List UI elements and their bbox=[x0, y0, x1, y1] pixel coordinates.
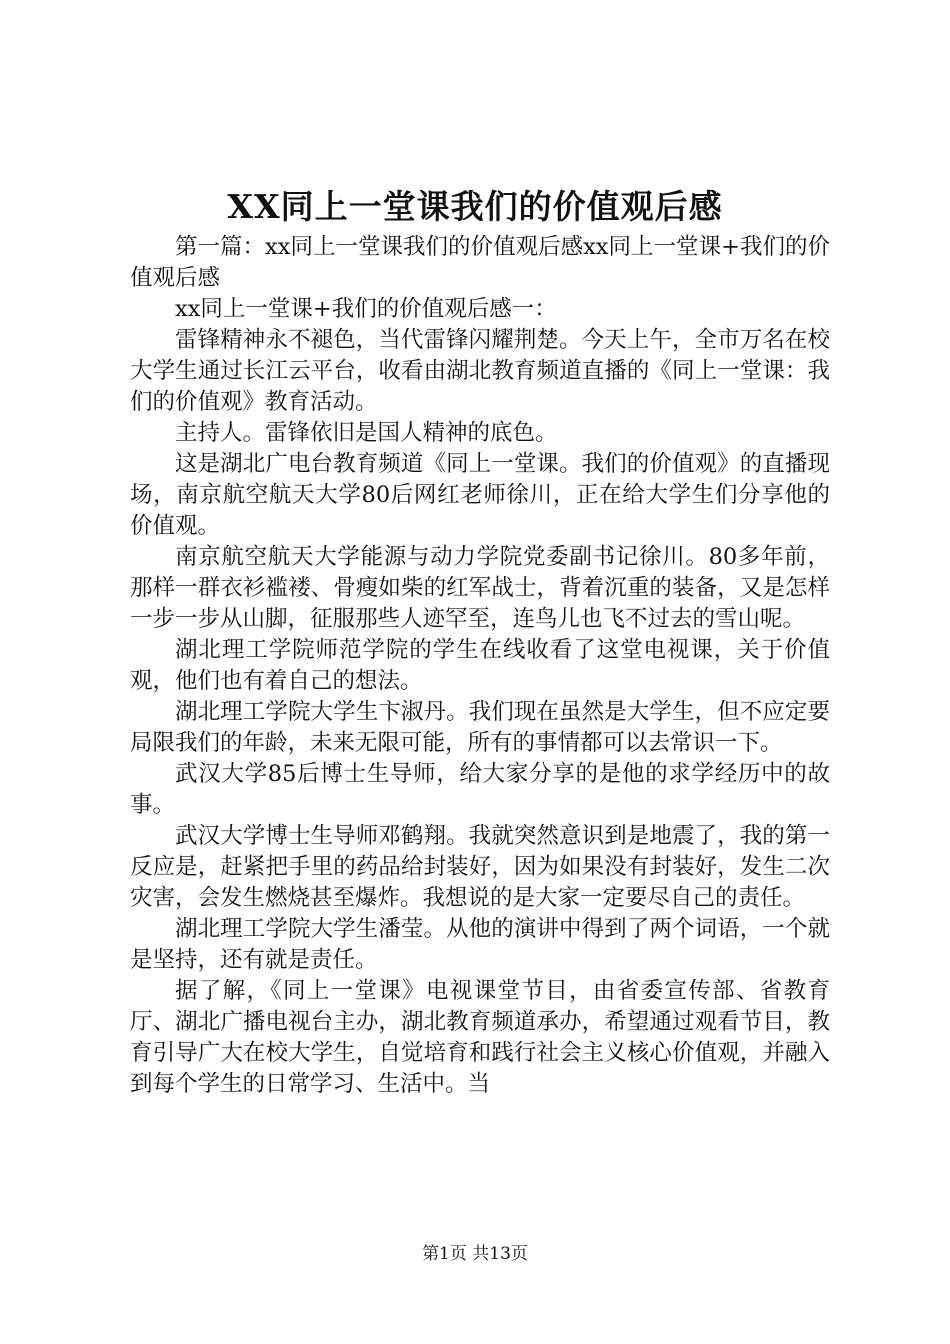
paragraph: 湖北理工学院大学生潘莹。从他的演讲中得到了两个词语，一个就是坚持，还有就是责任。 bbox=[130, 916, 830, 973]
paragraph: 湖北理工学院师范学院的学生在线收看了这堂电视课，关于价值观，他们也有着自己的想法。 bbox=[130, 637, 830, 694]
page-footer: 第1页 共13页 bbox=[422, 1244, 528, 1264]
paragraph: 第一篇：xx同上一堂课我们的价值观后感xx同上一堂课+我们的价值观后感 bbox=[130, 234, 830, 291]
document-title: XX同上一堂课我们的价值观后感 bbox=[227, 187, 723, 226]
paragraph: 雷锋精神永不褪色，当代雷锋闪耀荆楚。今天上午，全市万名在校大学生通过长江云平台，收看由湖北教育频道直播的《同上一堂课：我们的价值观》教育活动。 bbox=[130, 327, 830, 415]
paragraph: 湖北理工学院大学生卞淑丹。我们现在虽然是大学生，但不应定要局限我们的年龄，未来无限可能，所有的事情都可以去常识一下。 bbox=[130, 699, 830, 756]
paragraph: 据了解，《同上一堂课》电视课堂节目，由省委宣传部、省教育厅、湖北广播电视台主办，湖北教育频道承办，希望通过观看节目，教育引导广大在校大学生，自觉培育和践行社会主义核心价值观，并融入到每个学生的日常学习、生活中。当 bbox=[130, 978, 830, 1097]
document-body bbox=[130, 232, 830, 1100]
paragraph: 主持人。雷锋依旧是国人精神的底色。 bbox=[175, 420, 558, 446]
paragraph: 武汉大学85后博士生导师，给大家分享的是他的求学经历中的故事。 bbox=[130, 761, 830, 818]
paragraph: xx同上一堂课+我们的价值观后感一： bbox=[175, 296, 557, 322]
paragraph: 武汉大学博士生导师邓鹤翔。我就突然意识到是地震了，我的第一反应是，赶紧把手里的药品给封装好，因为如果没有封装好，发生二次灾害，会发生燃烧甚至爆炸。我想说的是大家一定要尽自己的责任。 bbox=[130, 823, 830, 911]
paragraph: 南京航空航天大学能源与动力学院党委副书记徐川。80多年前，那样一群衣衫褴褛、骨瘦如柴的红军战士，背着沉重的装备，又是怎样一步一步从山脚，征服那些人迹罕至，连鸟儿也飞不过去的雪山呢。 bbox=[130, 544, 830, 632]
paragraph: 这是湖北广电台教育频道《同上一堂课。我们的价值观》的直播现场，南京航空航天大学80后网红老师徐川，正在给大学生们分享他的价值观。 bbox=[130, 451, 830, 539]
